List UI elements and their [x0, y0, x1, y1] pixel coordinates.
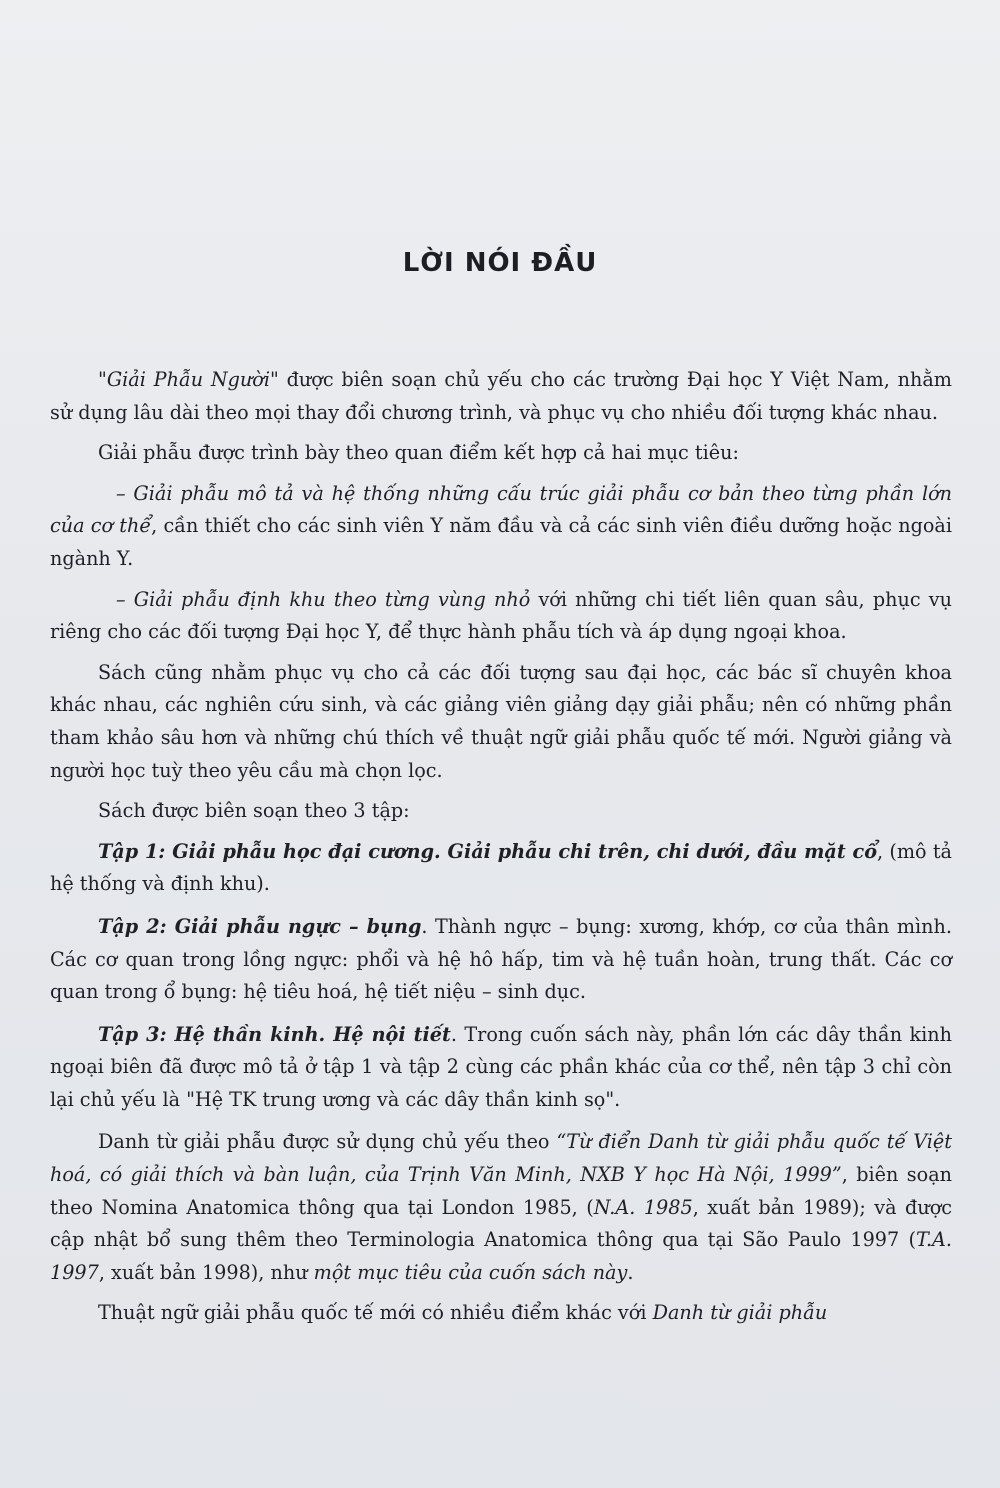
new-terms-text: Thuật ngữ giải phẫu quốc tế mới có nhiều điểm khác với	[98, 1301, 653, 1325]
volume-1-text: , (mô tả hệ thống và định khu).	[50, 839, 952, 896]
terminology-na: N.A. 1985	[593, 1195, 693, 1219]
volume-2-text: . Thành ngực – bụng: xương, khớp, cơ của thân mình. Các cơ quan trong lồng ngực: phổi và hệ hô hấp, tim và hệ tuần hoàn, trung thất. Các cơ quan trong ổ bụng: hệ tiêu hoá, hệ tiết niệu – sinh dục.	[50, 914, 952, 1004]
paragraph-new-terms	[50, 1297, 952, 1330]
terminology-goal: một mục tiêu của cuốn sách này	[313, 1260, 628, 1284]
volume-3-title: Tập 3: Hệ thần kinh. Hệ nội tiết	[98, 1022, 451, 1046]
volume-1	[50, 836, 952, 901]
book-name: "Giải Phẫu Người"	[98, 368, 279, 391]
goal-descriptive-title: – Giải phẫu mô tả và hệ thống những cấu trúc giải phẫu cơ bản theo từng phần lớn của cơ thể	[50, 481, 952, 538]
paragraph-intro	[50, 364, 952, 429]
terminology-ta: T.A. 1997	[50, 1228, 952, 1284]
goal-item-descriptive	[50, 478, 952, 576]
volume-3	[50, 1019, 952, 1117]
volume-3-text: . Trong cuốn sách này, phần lớn các dây thần kinh ngoại biên đã được mô tả ở tập 1 và tập 2 cùng các phần khác của cơ thể, nên tập 3 chỉ còn lại chủ yếu là "Hệ TK trung ương và các dây thần kinh sọ".	[50, 1022, 952, 1111]
new-terms-italic: Danh từ giải phẫu	[652, 1301, 828, 1325]
volume-2-title: Tập 2: Giải phẫu ngực – bụng	[98, 914, 422, 938]
paragraph-volumes: Sách được biên soạn theo 3 tập:	[98, 799, 410, 823]
page-title: LỜI NÓI ĐẦU	[402, 248, 598, 278]
intro-text: được biên soạn chủ yếu cho các trường Đại học Y Việt Nam, nhằm sử dụng lâu dài theo mọi thay đổi chương trình, và phục vụ cho nhiều đối tượng khác nhau.	[50, 368, 952, 424]
goal-regional-text: với những chi tiết liên quan sâu, phục vụ riêng cho các đối tượng Đại học Y, để thực hành phẫu tích và áp dụng ngoại khoa.	[50, 587, 952, 644]
preface-body	[50, 364, 952, 1338]
paragraph-terminology	[50, 1126, 952, 1289]
terminology-text-3: , xuất bản 1989); và được cập nhật bổ sung thêm theo Terminologia Anatomica thông qua tại São Paulo 1997 (	[50, 1195, 952, 1252]
goal-descriptive-text: , cần thiết cho các sinh viên Y năm đầu và cả các sinh viên điều dưỡng hoặc ngoài ngành Y.	[50, 514, 952, 570]
paragraph-audience: Sách cũng nhằm phục vụ cho cả các đối tượng sau đại học, các bác sĩ chuyên khoa khác nhau, các nghiên cứu sinh, và các giảng viên giảng dạy giải phẫu; nên có những phần tham khảo sâu hơn và những chú thích về thuật ngữ giải phẫu quốc tế mới. Người giảng và người học tuỳ theo yêu cầu mà chọn lọc.	[50, 660, 952, 782]
goal-item-regional	[50, 584, 952, 649]
terminology-text-5: .	[627, 1260, 634, 1284]
terminology-text-1: Danh từ giải phẫu được sử dụng chủ yếu theo	[98, 1130, 557, 1154]
terminology-text-2: , biên soạn theo Nomina Anatomica thông qua tại London 1985, (	[50, 1163, 953, 1219]
volume-2	[50, 911, 952, 1009]
terminology-text-4: , xuất bản 1998), như	[98, 1260, 314, 1284]
paragraph-goals: Giải phẫu được trình bày theo quan điểm kết hợp cả hai mục tiêu:	[98, 441, 739, 465]
volume-1-title: Tập 1: Giải phẫu học đại cương. Giải phẫu chi trên, chi dưới, đầu mặt cổ	[98, 839, 877, 863]
terminology-dictionary: “Từ điển Danh từ giải phẫu quốc tế Việt hoá, có giải thích và bàn luận, của Trịnh Văn Minh, NXB Y học Hà Nội, 1999”	[50, 1130, 952, 1187]
goal-regional-title: – Giải phẫu định khu theo từng vùng nhỏ	[116, 587, 531, 611]
